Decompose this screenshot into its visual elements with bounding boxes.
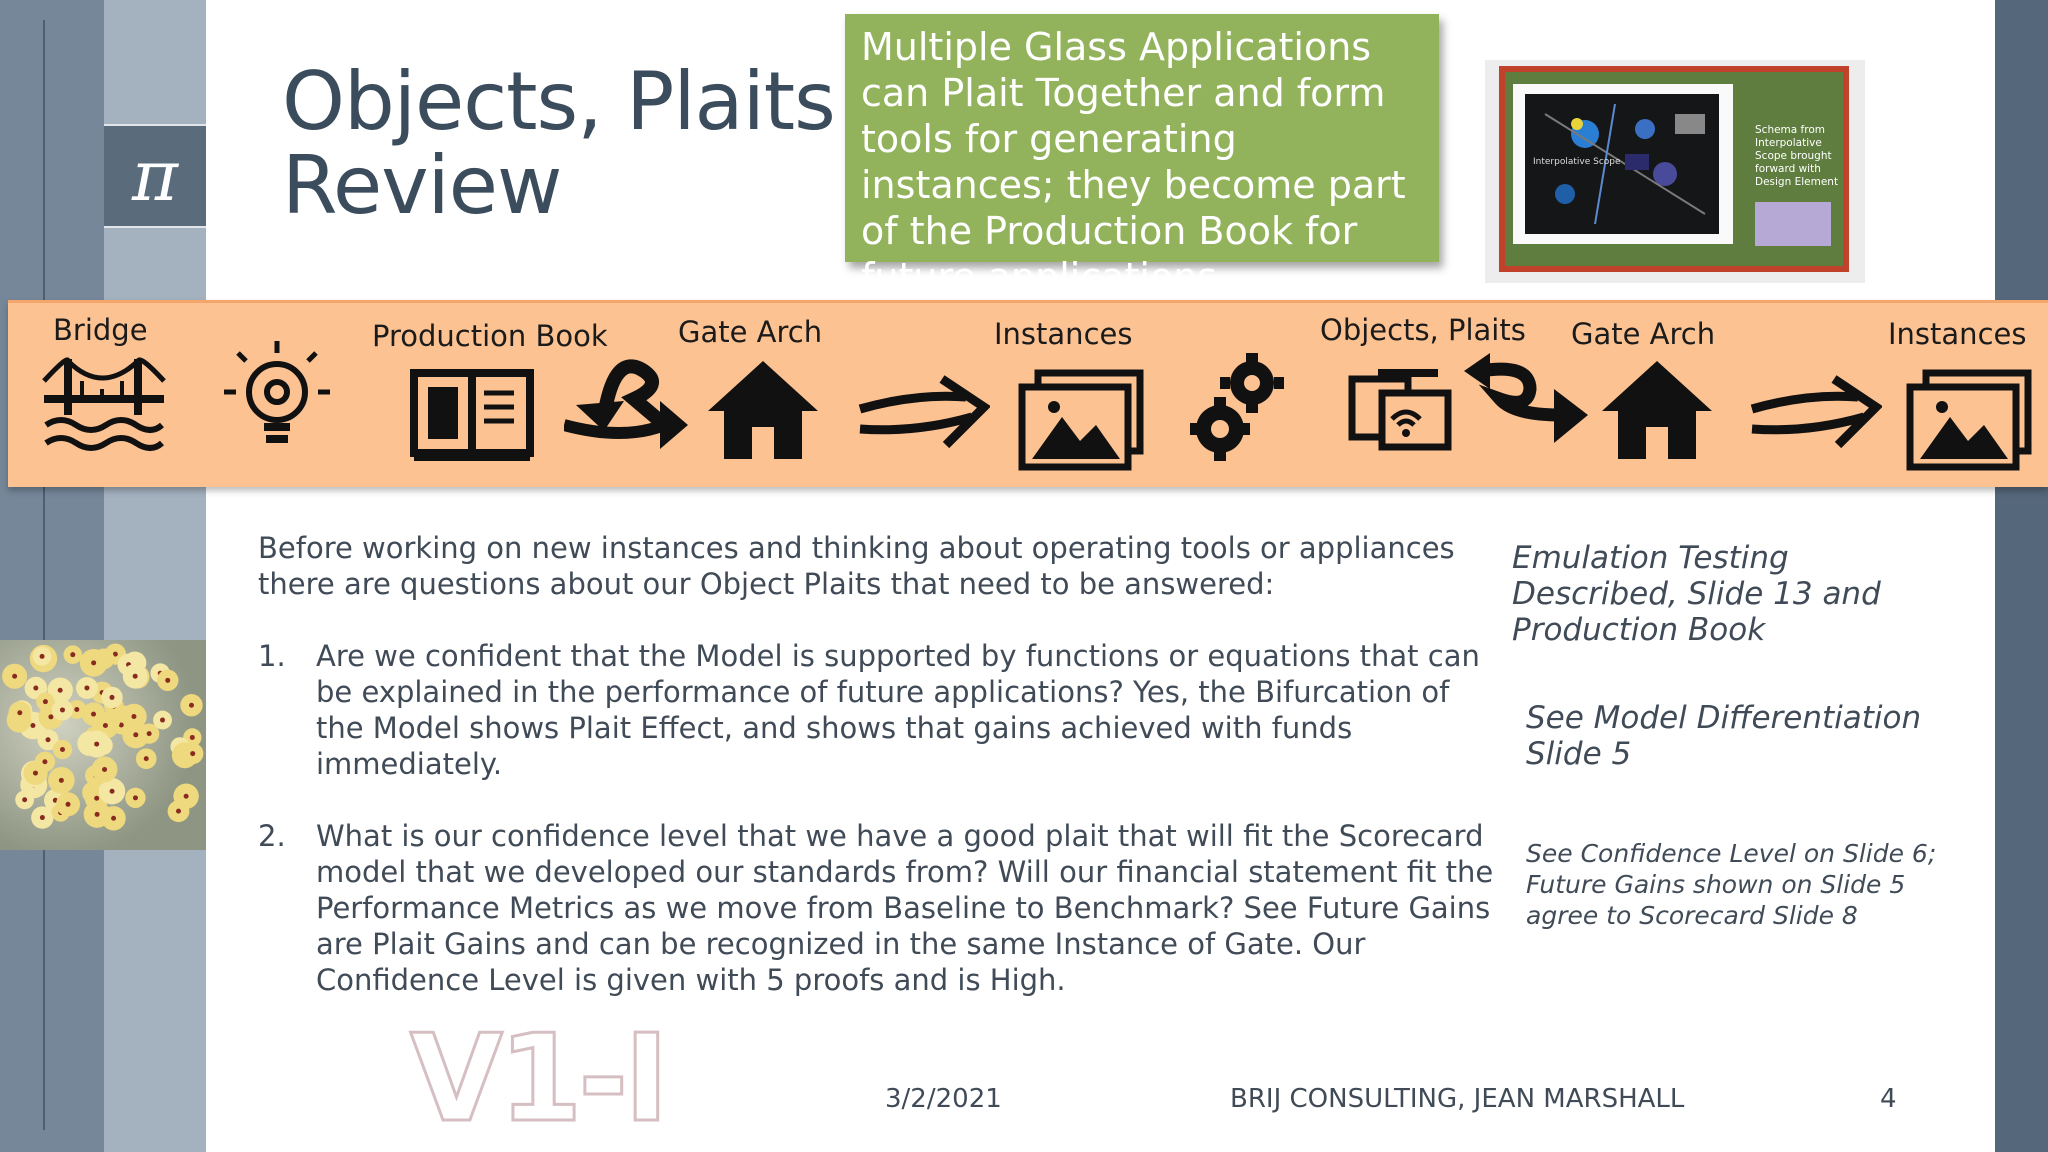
- list-item: [258, 638, 1498, 782]
- icon-band: [8, 300, 2048, 487]
- note-emulation: Emulation Testing Described, Slide 13 and Production Book: [1512, 540, 1881, 648]
- curved-arrow-icon: [1460, 343, 1590, 447]
- pi-symbol: π: [131, 135, 178, 217]
- images-icon: [1018, 369, 1146, 473]
- body-text: [258, 530, 1498, 1034]
- thumbnail-diagram-graphic: [1525, 94, 1719, 234]
- callout-box: Multiple Glass Applications can Plait Together and form tools for generating instances; they become part of the Production Book for future applications.: [845, 14, 1439, 262]
- bridge-icon: [42, 355, 166, 455]
- thumbnail-sub-image: [1755, 202, 1831, 246]
- list-text: Are we confident that the Model is supported by functions or equations that can be explained in the performance of future applications? Yes, the Bifurcation of the Model shows Plait Effect, and shows that gains achieved with funds immediately.: [316, 639, 1480, 781]
- band-label-instances-2: Instances: [1888, 317, 2027, 351]
- thumbnail-diagram: [1525, 94, 1719, 234]
- images-icon: [1906, 369, 2034, 473]
- intro-paragraph: Before working on new instances and thinking about operating tools or appliances there are questions about our Object Plaits that need to be answered:: [258, 531, 1455, 601]
- curved-arrow-icon: [564, 341, 690, 451]
- pi-badge: [104, 124, 206, 228]
- thumbnail-photo: [1513, 84, 1733, 244]
- thumbnail-inner: [1505, 72, 1843, 266]
- band-label-bridge: Bridge: [53, 313, 148, 347]
- footer-date: 3/2/2021: [885, 1084, 1002, 1114]
- flower-photo: [0, 640, 206, 850]
- slide-title: [282, 55, 842, 232]
- right-panel-strip: [1995, 0, 2048, 1152]
- footer-page-number: 4: [1880, 1084, 1897, 1114]
- arrow-right-icon: [856, 373, 990, 453]
- band-label-instances-1: Instances: [994, 317, 1133, 351]
- footer-company: BRIJ CONSULTING, JEAN MARSHALL: [1230, 1084, 1685, 1114]
- thumbnail-frame: [1499, 66, 1849, 272]
- title-line-1: Objects, Plaits: [282, 55, 835, 148]
- band-label-objects-plaits: Objects, Plaits: [1320, 313, 1526, 347]
- list-text: What is our confidence level that we have a good plait that will fit the Scorecard model that we developed our standards from? Will our financial statement fit the Performance Metrics as we move from Baseline to Benchmark? See Future Gains are Plait Gains and can be recognized in the same Instance of Gate. Our Confidence Level is given with 5 proofs and is High.: [316, 819, 1494, 997]
- flower-image: [0, 640, 206, 850]
- thumbnail-side-text: Schema from Interpolative Scope brought forward with Design Element: [1755, 124, 1839, 188]
- slide-thumbnail[interactable]: [1485, 60, 1865, 283]
- arrow-right-icon: [1748, 373, 1882, 453]
- note-model-differentiation: See Model Differentiation Slide 5: [1526, 700, 1922, 772]
- thumbnail-label: Interpolative Scope: [1533, 157, 1621, 167]
- list-number: 2.: [258, 819, 286, 853]
- left-panel-dark: [0, 0, 104, 1152]
- title-line-2: Review: [282, 139, 562, 232]
- lightbulb-icon: [222, 337, 332, 457]
- gears-icon: [1190, 349, 1286, 461]
- left-panel-line: [43, 20, 45, 1130]
- band-label-gate-arch-2: Gate Arch: [1571, 317, 1716, 351]
- house-icon: [1598, 357, 1716, 461]
- book-icon: [410, 369, 534, 465]
- band-label-production-book: Production Book: [372, 319, 608, 353]
- wireless-screens-icon: [1348, 365, 1454, 451]
- list-number: 1.: [258, 639, 286, 673]
- note-confidence: See Confidence Level on Slide 6; Future Gains shown on Slide 5 agree to Scorecard Slide 8: [1526, 839, 1937, 930]
- list-item: [258, 818, 1498, 998]
- house-icon: [704, 357, 822, 461]
- band-label-gate-arch-1: Gate Arch: [678, 315, 823, 349]
- version-watermark: V1-I: [410, 1010, 665, 1149]
